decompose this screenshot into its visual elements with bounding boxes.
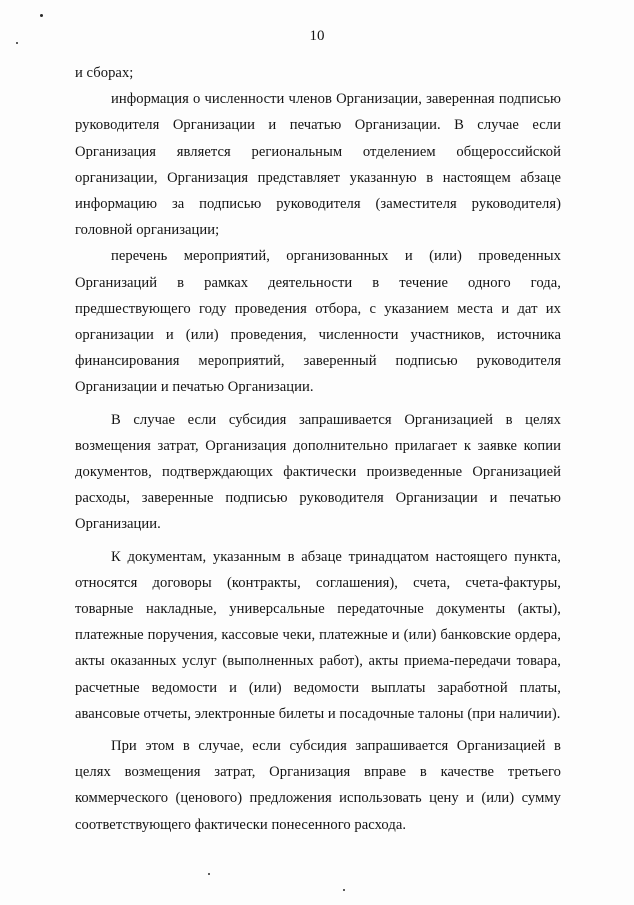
scan-speck [343, 889, 345, 891]
paragraph-events-list: перечень мероприятий, организованных и (или) проведенных Организаций в рамках деятельности в течение одного года, предшествующего году проведения отбора, с указанием места и дат их организации и (или) проведения, численности участников, источника финансирования мероприятий, заверенный подписью руководителя Организации и печатью Организации. [75, 248, 561, 396]
paragraph-members-info: информация о численности членов Организации, заверенная подписью руководителя Организации и печатью Организации. В случае если Организация является региональным отделением общероссийской организации, Организация представляет указанную в настоящем абзаце информацию за подписью руководителя (заместителя руководителя) головной организации; [75, 91, 561, 239]
paragraph-cost-reimbursement: В случае если субсидия запрашивается Организацией в целях возмещения затрат, Организация дополнительно прилагает к заявке копии документов, подтверждающих фактически произведенные Организацией расходы, заверенные подписью руководителя Организации и печатью Организации. [75, 411, 561, 533]
page-number: 10 [309, 28, 325, 44]
scan-speck [208, 873, 210, 875]
document-body [75, 60, 561, 838]
paragraph-fees-continuation: и сборах; [75, 65, 134, 81]
paragraph-supporting-documents: К документам, указанным в абзаце тринадцатом настоящего пункта, относятся договоры (контракты, соглашения), счета, счета-фактуры, товарные накладные, универсальные передаточные документы (акты), платежные поручения, кассовые чеки, платежные и (или) банковские ордера, акты оказанных услуг (выполненных работ), акты приема-передачи товара, расчетные ведомости и (или) ведомости выплаты заработной платы, авансовые отчеты, электронные билеты и посадочные талоны (при наличии). [75, 548, 561, 722]
scan-speck [40, 14, 43, 17]
paragraph-commercial-offer: При этом в случае, если субсидия запрашивается Организацией в целях возмещения затрат, Организация вправе в качестве третьего коммерческого (ценового) предложения использовать цену и (или) сумму соответствующего фактически понесенного расхода. [75, 738, 561, 833]
